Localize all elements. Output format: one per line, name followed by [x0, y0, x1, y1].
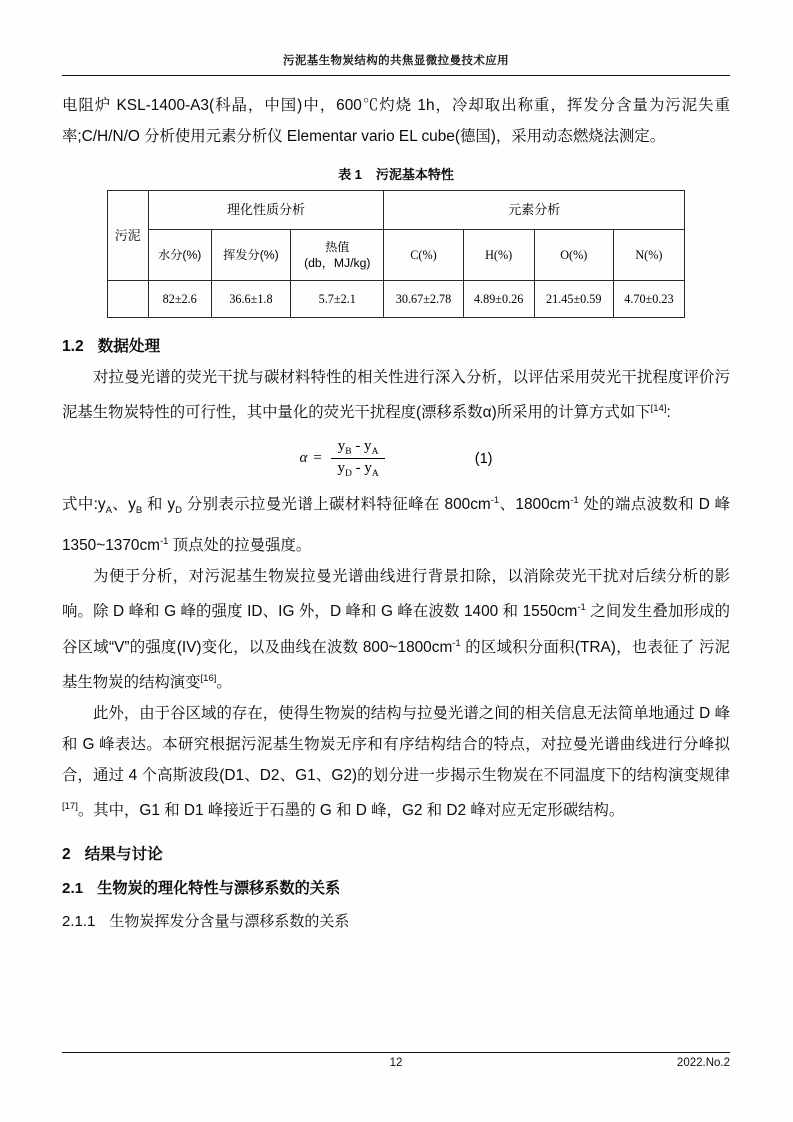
running-header: 污泥基生物炭结构的共焦显微拉曼技术应用 — [282, 55, 510, 67]
table-row — [108, 230, 685, 281]
paragraph-4-a: 为便于分析，对污泥基生物炭拉曼光谱曲线进行背景扣除，以消除荧光干扰对后续分析的影响。除 D 峰和 G 峰的强度 ID、IG 外，D 峰和 G 峰在波数 1400 和 1550cm — [62, 568, 730, 621]
section-number-2-1: 2.1 — [62, 879, 84, 897]
equation-equals: = — [312, 450, 323, 467]
page-footer — [62, 1052, 730, 1073]
table-caption-text: 污泥基本特性 — [375, 167, 454, 182]
paragraph-3-e: 、1800cm — [499, 496, 571, 514]
paragraph-3 — [62, 485, 730, 561]
paragraph-3-sub-b: B — [135, 505, 143, 517]
table-header-heat-value-line1: 热值 — [325, 240, 350, 254]
table-group-header-elemental: 元素分析 — [384, 191, 685, 230]
section-title-2-1: 生物炭的理化特性与漂移系数的关系 — [97, 879, 341, 897]
paragraph-3-sup-2: -1 — [570, 495, 579, 507]
paragraph-3-b: 、y — [111, 496, 136, 514]
equation-1-body — [299, 438, 492, 479]
section-number-1-2: 1.2 — [62, 338, 84, 355]
section-heading-2 — [62, 842, 730, 864]
equation-alpha: α — [299, 450, 308, 467]
table-header-carbon: C(%) — [384, 230, 463, 281]
paragraph-1-part-1: 电阻炉 KSL-1400-A3(科晶，中国)中， — [62, 97, 337, 114]
table-cell-oxygen: 21.45±0.59 — [534, 281, 613, 318]
equation-1 — [62, 438, 730, 479]
citation-14: [14] — [650, 403, 667, 414]
table-caption-number: 表 1 — [338, 167, 362, 182]
paragraph-3-a: 式中:y — [62, 496, 106, 514]
table-group-header-physicochemical: 理化性质分析 — [148, 191, 384, 230]
section-number-2: 2 — [62, 845, 71, 863]
table-cell-hydrogen: 4.89±0.26 — [463, 281, 534, 318]
table-corner-cell — [108, 191, 149, 281]
table-header-hydrogen: H(%) — [463, 230, 534, 281]
table-cell-volatile: 36.6±1.8 — [211, 281, 290, 318]
table-header-volatile: 挥发分(%) — [211, 230, 290, 281]
table-cell-carbon: 30.67±2.78 — [384, 281, 463, 318]
paragraph-1-temperature: 600℃灼烧 1h — [336, 97, 435, 114]
footer-line — [62, 1057, 730, 1073]
paragraph-4-c: 的区域积分面积(TRA)，也表征了 污泥基生物炭的结构演变 — [62, 638, 730, 691]
numerator-sub-a: A — [371, 447, 379, 458]
table-cell-moisture: 82±2.6 — [148, 281, 211, 318]
denominator-sub-d: D — [344, 469, 352, 480]
paragraph-3-g: 顶点处的拉曼强度。 — [168, 537, 312, 555]
table-row-label: 污泥 — [114, 227, 141, 243]
paragraph-3-sup-1: -1 — [490, 495, 500, 507]
section-title-1-2: 数据处理 — [97, 338, 161, 355]
section-number-2-1-1: 2.1.1 — [62, 912, 96, 930]
paragraph-2-end: : — [666, 404, 671, 422]
paragraph-4-sup-1: -1 — [577, 602, 586, 614]
paragraph-1-part-2: ，冷却取出称重，挥发分含量为污泥失重率;C/H/N/O 分析使用元素分析仪 Elementar vario EL cube(德国)，采用动态燃烧法测定。 — [62, 97, 730, 145]
numerator-sub-b: B — [345, 447, 352, 458]
section-title-2: 结果与讨论 — [84, 845, 163, 863]
table-row — [108, 281, 685, 318]
paragraph-3-sub-a: A — [105, 505, 112, 517]
paragraph-4-d: 。 — [216, 673, 232, 691]
equation-fraction — [331, 438, 384, 479]
denominator-sub-a: A — [371, 469, 379, 480]
table-cell-nitrogen: 4.70±0.23 — [613, 281, 684, 318]
page-number: 12 — [389, 1057, 403, 1069]
paragraph-3-sup-3: -1 — [159, 536, 169, 548]
issue-label: 2022.No.2 — [676, 1057, 730, 1069]
paragraph-3-c: 和 y — [142, 496, 176, 514]
table-header-moisture: 水分(%) — [148, 230, 211, 281]
table-caption — [62, 164, 730, 183]
paragraph-4-b: 之间发生叠加形成的谷区域“V”的强度(IV)变化，以及曲线在波数 800~1800cm — [62, 603, 730, 656]
denominator-minus-y: - y — [351, 460, 372, 477]
paragraph-2-text: 对拉曼光谱的荧光干扰与碳材料特性的相关性进行深入分析，以评估采用荧光干扰程度评价污泥基生物炭特性的可行性，其中量化的荧光干扰程度(漂移系数α)所采用的计算方式如下 — [62, 369, 730, 422]
paragraph-4 — [62, 561, 730, 697]
sludge-properties-table — [107, 190, 685, 318]
section-heading-1-2 — [62, 334, 730, 356]
paragraph-4-sup-2: -1 — [452, 637, 461, 649]
section-title-2-1-1: 生物炭挥发分含量与漂移系数的关系 — [109, 912, 350, 930]
paragraph-continuation — [62, 90, 730, 152]
denominator-y1: y — [337, 460, 345, 477]
paragraph-3-f: 处的端点波数和 D 峰 1350~1370cm — [62, 496, 730, 555]
table-header-heat-value — [291, 230, 384, 281]
header-divider — [62, 75, 730, 76]
equation-denominator — [331, 459, 384, 479]
paragraph-5 — [62, 698, 730, 826]
table-row — [108, 191, 685, 230]
citation-17: [17] — [62, 800, 78, 812]
section-heading-2-1-1 — [62, 910, 730, 931]
equation-numerator — [332, 438, 385, 458]
paragraph-5-a: 此外，由于谷区域的存在，使得生物炭的结构与拉曼光谱之间的相关信息无法简单地通过 D 峰和 G 峰表达。本研究根据污泥基生物炭无序和有序结构结合的特点，对拉曼光谱曲线进行分峰拟合，通过 4 个高斯波段(D1、D2、G1、G2)的划分进一步揭示生物炭在不同温度下的结构演变规律 — [62, 704, 730, 784]
page-content — [62, 52, 730, 935]
table-empty-cell — [108, 281, 149, 318]
footer-divider — [62, 1052, 730, 1053]
table-header-nitrogen: N(%) — [613, 230, 684, 281]
paragraph-3-sub-d: D — [175, 505, 183, 517]
table-header-heat-value-line2: (db，MJ/kg) — [304, 256, 371, 270]
numerator-y1: y — [337, 438, 346, 455]
numerator-minus-y: - y — [351, 438, 372, 455]
equation-number: (1) — [474, 450, 493, 467]
section-heading-2-1 — [62, 877, 730, 898]
paragraph-3-d: 分别表示拉曼光谱上碳材料特征峰在 800cm — [182, 496, 491, 514]
table-cell-heat-value: 5.7±2.1 — [291, 281, 384, 318]
paragraph-2 — [62, 362, 730, 428]
paragraph-5-b: 。其中，G1 和 D1 峰接近于石墨的 G 和 D 峰，G2 和 D2 峰对应无定形碳结构。 — [77, 801, 625, 819]
table-header-oxygen: O(%) — [534, 230, 613, 281]
citation-16: [16] — [200, 672, 217, 684]
